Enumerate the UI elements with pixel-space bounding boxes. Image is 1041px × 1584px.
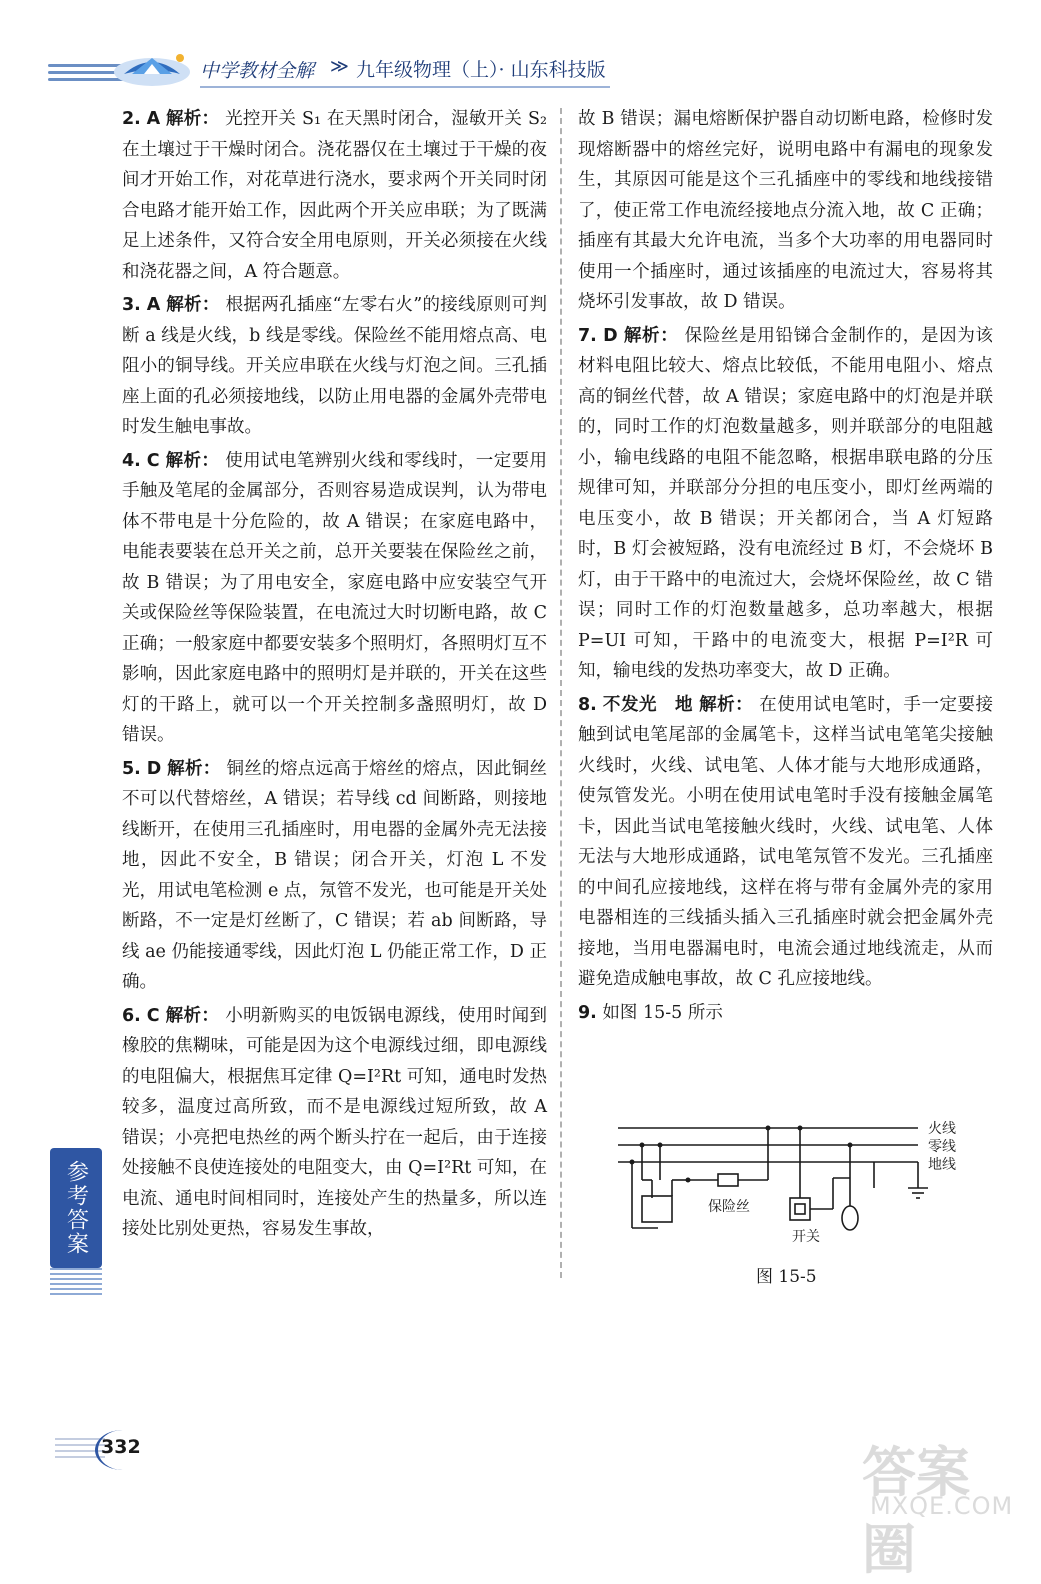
- figure-caption: 图 15-5: [756, 1267, 817, 1287]
- side-tab-answers: 参考答案: [50, 1148, 102, 1268]
- page-number: 332: [101, 1436, 141, 1458]
- answer-item: 5. D 解析： 铜丝的熔点远高于熔丝的熔点，因此铜丝不可以代替熔丝，A 错误；若导线 cd 间断路，则接地线断开，在使用三孔插座时，用电器的金属外壳无法接地，因此不安全，B 错误；闭合开关，灯泡 L 不发光，用试电笔检测 e 点，氖管不发光，也可能是开关处断路，不一定是灯丝断了，C 错误；若 ab 间断路，导线 ae 仍能接通零线，因此灯泡 L 仍能正常工作，D 正确。: [122, 758, 547, 992]
- label-switch: 开关: [792, 1229, 820, 1245]
- book-logo-icon: [110, 44, 194, 92]
- right-column: [578, 104, 993, 1031]
- answer-item: 2. A 解析： 光控开关 S₁ 在天黑时闭合，湿敏开关 S₂ 在土壤过于干燥时闭合。浇花器仅在土壤过于干燥的夜间才开始工作，对花草进行浇水，要求两个开关同时闭合电路才能开始工作，因此两个开关应串联；为了既满足上述条件，又符合安全用电原则，开关必须接在火线和浇花器之间，A 符合题意。: [122, 109, 547, 282]
- header-arrow: ≫: [330, 56, 349, 77]
- answer-item: 3. A 解析： 根据两孔插座“左零右火”的接线原则可判断 a 线是火线，b 线是零线。保险丝不能用熔点高、电阻小的铜导线。开关应串联在火线与灯泡之间。三孔插座上面的孔必须接地线，以防止用电器的金属外壳带电时发生触电事故。: [122, 295, 547, 437]
- label-earth: 地线: [928, 1157, 956, 1173]
- left-column: [122, 104, 547, 1248]
- lamp-icon: [842, 1206, 858, 1230]
- column-divider: [560, 108, 562, 1278]
- side-strip-decor: [50, 1268, 102, 1298]
- label-live: 火线: [928, 1121, 956, 1137]
- answer-item: 8. 不发光 地 解析： 在使用试电笔时，手一定要接触到试电笔尾部的金属笔卡，这样当试电笔笔尖接触火线时，火线、试电笔、人体才能与大地形成通路，使氖管发光。小明在使用试电笔时手没有接触金属笔卡，因此当试电笔接触火线时，火线、试电笔、人体无法与大地形成通路，试电笔氖管不发光。三孔插座的中间孔应接地线，这样在将与带有金属外壳的家用电器相连的三线插头插入三孔插座时就会把金属外壳接地，当用电器漏电时，电流会通过地线流走，从而避免造成触电事故，故 C 孔应接地线。: [578, 694, 994, 989]
- fuse-icon: [718, 1174, 738, 1186]
- header-rule: [200, 86, 610, 88]
- label-fuse: 保险丝: [708, 1199, 750, 1215]
- series-title: 中学教材全解: [200, 60, 315, 82]
- answer-item: 4. C 解析： 使用试电笔辨别火线和零线时，一定要用手触及笔尾的金属部分，否则容易造成误判，认为带电体不带电是十分危险的，故 A 错误；在家庭电路中，电能表要装在总开关之前，总开关要装在保险丝之前，故 B 错误；为了用电安全，家庭电路中应安装空气开关或保险丝等保险装置，在电流过大时切断电路，故 C 正确；一般家庭中都要安装多个照明灯，各照明灯互不影响，因此家庭电路中的照明灯是并联的，开关在这些灯的干路上，就可以一个开关控制多盏照明灯，故 D 错误。: [122, 450, 547, 745]
- answer-item: 6. C 解析： 小明新购买的电饭锅电源线，使用时闻到橡胶的焦糊味，可能是因为这个电源线过细，即电源线的电阻偏大，根据焦耳定律 Q=I²Rt 可知，通电时发热较多，温度过高所致，而不是电源线过短所致，故 A 错误；小亮把电热丝的两个断头拧在一起后，由于连接处接触不良使连接处的电阻变大，由 Q=I²Rt 可知，在电流、通电时间相同时，连接处产生的热量多，所以连接处比别处更热，容易发生事故，: [122, 1005, 547, 1239]
- answer-item-continued: 故 B 错误；漏电熔断保护器自动切断电路，检修时发现熔断器中的熔丝完好，说明电路中有漏电的现象发生，其原因可能是这个三孔插座中的零线和地线接错了，使正常工作电流经接地点分流入地，故 C 正确；插座有其最大允许电流，当多个大功率的用电器同时使用一个插座时，通过该插座的电流过大，容易将其烧坏引发事故，故 D 错误。: [578, 109, 993, 312]
- page-header: [0, 40, 1041, 100]
- socket-icon: [642, 1196, 672, 1222]
- answer-item: 9. 如图 15-5 所示: [578, 1002, 723, 1023]
- label-neutral: 零线: [928, 1139, 956, 1155]
- switch-icon: [790, 1198, 810, 1220]
- circuit-diagram: [618, 1118, 963, 1243]
- answer-item: 7. D 解析： 保险丝是用铅锑合金制作的，是因为该材料电阻比较大、熔点比较低，不能用电阻小、熔点高的铜丝代替，故 A 错误；家庭电路中的灯泡是并联的，同时工作的灯泡数量越多，则并联部分的电阻越小，输电线路的电阻不能忽略，根据串联电路的分压规律可知，并联部分分担的电压变小，即灯丝两端的电压变小，故 B 错误；开关都闭合，当 A 灯短路时，B 灯会被短路，没有电流经过 B 灯，不会烧坏 B 灯，由于干路中的电流过大，会烧坏保险丝，故 C 错误；同时工作的灯泡数量越多，总功率越大，根据 P=UI 可知，干路中的电流变大，根据 P=I²R 可知，输电线的发热功率变大，故 D 正确。: [578, 325, 993, 681]
- book-subtitle: 九年级物理（上）· 山东科技版: [356, 59, 606, 81]
- page-number-block: [55, 1430, 155, 1480]
- watermark-logo: 答案圈 MXQE.COM: [862, 1441, 1014, 1581]
